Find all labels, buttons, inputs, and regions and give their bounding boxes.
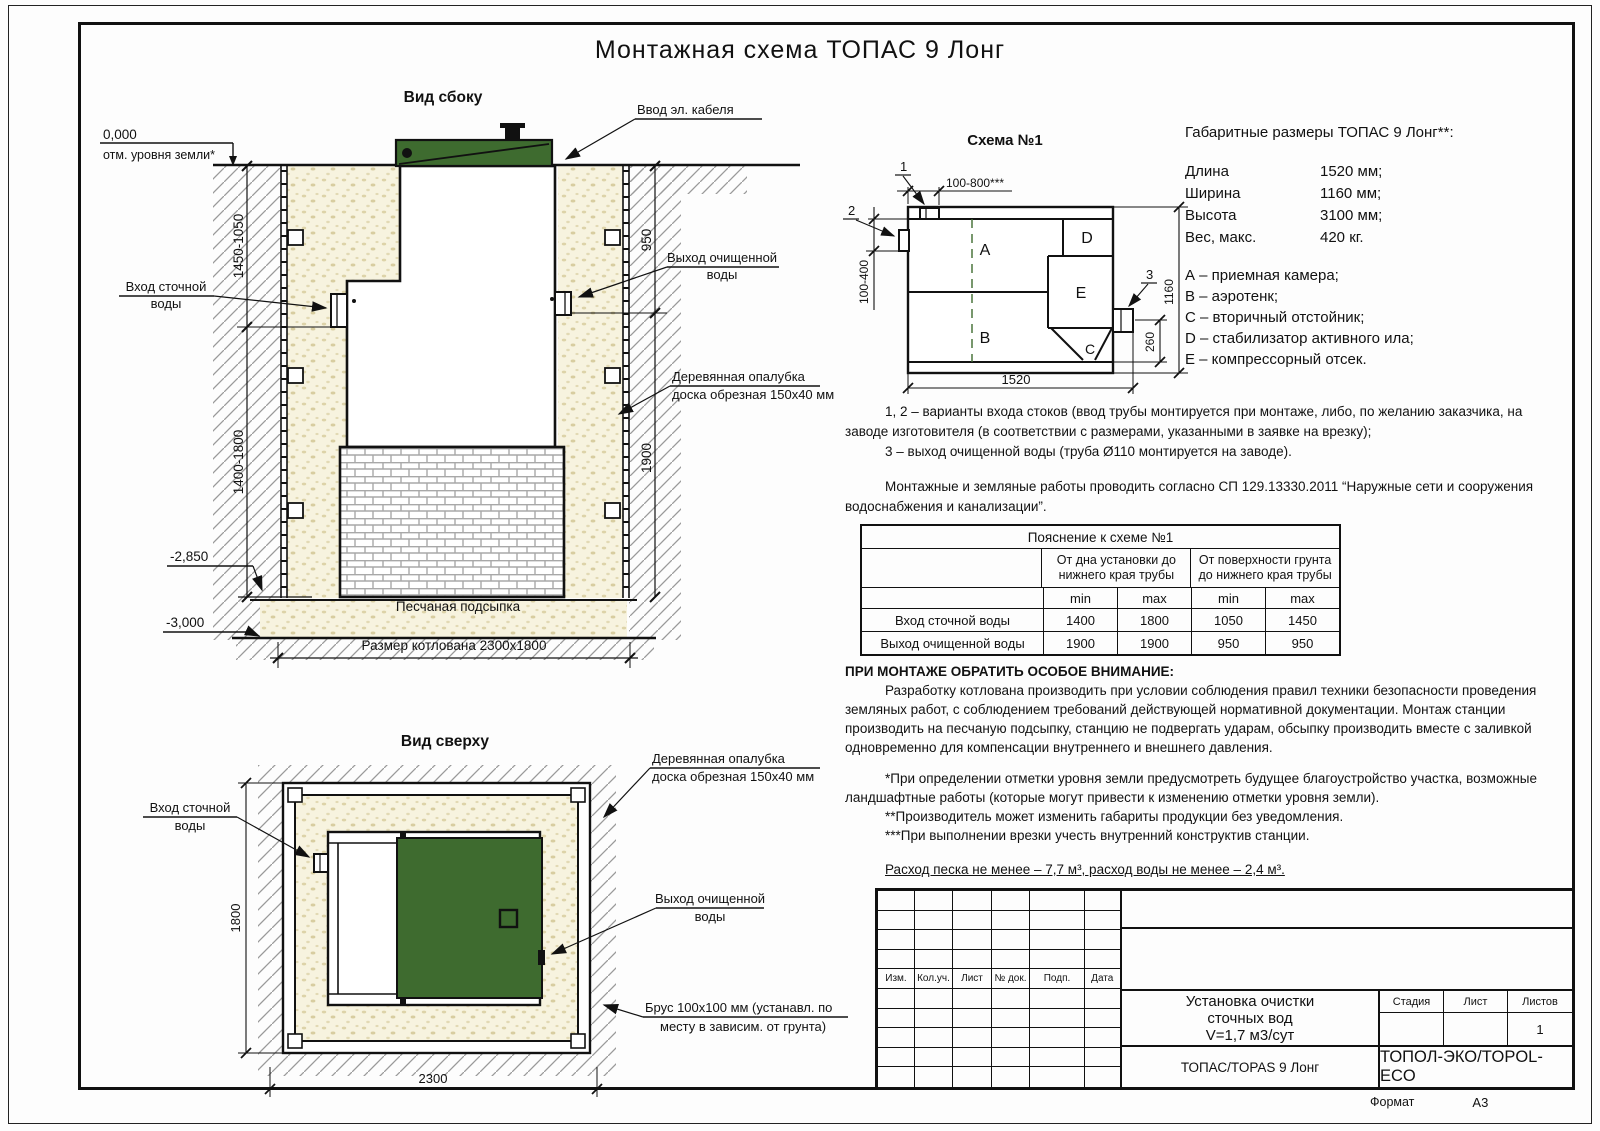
dim-1450-1050: 1450-1050 — [231, 213, 246, 279]
dim-1520: 1520 — [1001, 372, 1031, 387]
note-sp: Монтажные и земляные работы проводить согласно СП 129.13330.2011 “Наружные сети и сооружения водоснабжения и канализации”. — [845, 479, 1534, 514]
stamp-row-top — [1122, 891, 1572, 929]
point-1: 1 — [900, 159, 908, 174]
compartment-a: A — [979, 242, 991, 259]
spec-row: Ширина 1160 мм; — [1185, 185, 1382, 202]
side-view-title: Вид сбоку — [403, 89, 483, 106]
ground-level-note: отм. уровня земли* — [103, 148, 216, 162]
compartment-c: C — [1084, 341, 1096, 357]
attention-block — [845, 662, 1559, 879]
spec-row: Длина 1520 мм; — [1185, 163, 1383, 180]
spec-row: Высота 3100 мм; — [1185, 207, 1383, 224]
document-name: Установка очистки сточных вод V=1,7 м3/сут — [1122, 991, 1380, 1047]
point-2: 2 — [848, 203, 856, 218]
compartment-e: E — [1075, 285, 1087, 302]
attention-p1: Разработку котлована производить при условии соблюдения правил техники безопасности проведения земляных работ, с соблюдением требований действующей нормативной документации. Монтаж станции производить на песчаную подсыпку, станцию не подвергать ударам, обсыпку производить вместе с заливкой одновременно для компенсации внутреннего и внешнего давления. — [845, 683, 1537, 755]
specs-title: Габаритные размеры ТОПАС 9 Лонг**: — [1185, 124, 1454, 141]
company-name: ТОПОЛ-ЭКО/TOPOL-ECO — [1380, 1048, 1543, 1085]
compartment-legend: А – приемная камера; В – аэротенк; С – вторичный отстойник; D – стабилизатор активного ила; Е – компрессорный отсек. — [1185, 267, 1414, 368]
inlet-stub-top — [314, 854, 328, 872]
dim-1800: 1800 — [228, 903, 243, 933]
consumption-note: Расход песка не менее – 7,7 м³, расход воды не менее – 2,4 м³. — [885, 862, 1285, 877]
table-group-1: От дна установки до нижнего края трубы — [1041, 549, 1190, 587]
formwork-label-2: доска обрезная 150х40 мм — [672, 387, 835, 402]
level-0000: 0,000 — [103, 127, 137, 142]
revision-header-row: Изм. Кол.уч. Лист № док. Подп. Дата — [878, 969, 1120, 989]
dim-1900: 1900 — [639, 442, 654, 474]
outlet-label-2: воды — [706, 267, 738, 282]
outlet-stub-top — [538, 950, 545, 965]
stage-table: Стадия Лист Листов 1 — [1380, 991, 1572, 1047]
level-2850: -2,850 — [170, 549, 209, 564]
lid-top-view — [397, 838, 542, 998]
schema-drawing — [820, 118, 1200, 410]
table-row: Вход сточной воды 1400 1800 1050 1450 — [862, 608, 1339, 631]
pit-size-label: Размер котлована 2300х1800 — [361, 638, 547, 653]
dim-260: 260 — [1143, 331, 1157, 353]
table-row: Выход очищенной воды 1900 1900 950 950 — [862, 631, 1339, 654]
dim-1160: 1160 — [1162, 279, 1176, 305]
note-variants: 1, 2 – варианты входа стоков (ввод трубы монтируется при монтаже, либо, по желанию заказчика, на заводе изготовителя (в соответствии с размерами, указанными в заявке на врезку); — [845, 404, 1523, 439]
attention-title: ПРИ МОНТАЖЕ ОБРАТИТЬ ОСОБОЕ ВНИМАНИЕ: — [845, 664, 1175, 679]
dim-950: 950 — [639, 228, 654, 252]
table-group-2: От поверхности грунта до нижнего края трубы — [1190, 549, 1339, 587]
table-title: Пояснение к схеме №1 — [1027, 529, 1174, 545]
revision-table — [878, 891, 1122, 1087]
formwork-label-top-1: Деревянная опалубка — [652, 751, 785, 766]
top-view-title: Вид сверху — [400, 733, 490, 750]
title-block — [875, 888, 1575, 1090]
cable-entry-callout — [566, 119, 762, 159]
outlet-label-top-1: Выход очищенной — [654, 891, 766, 906]
cable-entry-label: Ввод эл. кабеля — [637, 102, 734, 117]
top-view-drawing — [100, 700, 860, 1115]
dim-2300: 2300 — [418, 1071, 448, 1086]
attention-p2: *При определении отметки уровня земли предусмотреть будущее благоустройство участка, возможные ландшафтные работы (которые могут привести к изменению отметки уровня земли). — [845, 771, 1538, 805]
page-title: Монтажная схема ТОПАС 9 Лонг — [594, 36, 1006, 64]
product-name: ТОПАС/TOPAS 9 Лонг — [1122, 1047, 1380, 1087]
sheets-count: 1 — [1536, 1021, 1544, 1037]
formwork-label-1: Деревянная опалубка — [672, 369, 805, 384]
hinge-dot — [400, 832, 406, 838]
outlet-label-top-2: воды — [694, 909, 726, 924]
attention-p4: ***При выполнении врезки учесть внутренний конструктив станции. — [885, 828, 1310, 843]
tank-ribbed-bottom — [340, 447, 564, 597]
beam-label-1: Брус 100х100 мм (устанавл. по — [645, 1000, 833, 1015]
attention-p3: **Производитель может изменить габариты продукции без уведомления. — [885, 809, 1344, 824]
spec-row: Вес, макс. 420 кг. — [1185, 229, 1364, 246]
hinge-dot — [400, 999, 406, 1005]
point-3: 3 — [1146, 267, 1154, 282]
dim-100-400: 100-400 — [857, 259, 871, 305]
stamp-row-mid — [1122, 929, 1572, 991]
tank-lid — [396, 123, 552, 166]
side-view-drawing — [85, 85, 835, 700]
note-outlet: 3 – выход очищенной воды (труба Ø110 монтируется на заводе). — [885, 444, 1292, 459]
inlet-label-2: воды — [150, 296, 182, 311]
schema-title: Схема №1 — [967, 132, 1043, 149]
format-note: Формат А3 — [1370, 1095, 1489, 1110]
beam-label-2: месту в зависим. от грунта) — [660, 1019, 827, 1034]
dim-1400-1800: 1400-1800 — [231, 429, 246, 495]
formwork-label-top-2: доска обрезная 150х40 мм — [652, 769, 815, 784]
outlet-label-1: Выход очищенной — [666, 250, 778, 265]
sand-bed-label: Песчаная подсыпка — [395, 599, 521, 614]
inlet-label-top-1: Вход сточной — [149, 800, 231, 815]
dimensions-block — [1185, 124, 1565, 370]
notes-block — [845, 402, 1557, 517]
inlet-label-1: Вход сточной — [125, 279, 207, 294]
level-3000: -3,000 — [166, 615, 205, 630]
dim-100-800: 100-800*** — [946, 176, 1005, 190]
explanation-table: Пояснение к схеме №1 От дна установки до нижнего края трубы От поверхности грунта до нижнего края трубы min max min max Вход сточной воды 1400 1800 1050 1450 Выход очищенной воды 1900 1900 950 950 — [860, 524, 1341, 656]
compartment-b: B — [979, 330, 991, 347]
inlet-label-top-2: воды — [174, 818, 206, 833]
compartment-d: D — [1081, 230, 1093, 247]
